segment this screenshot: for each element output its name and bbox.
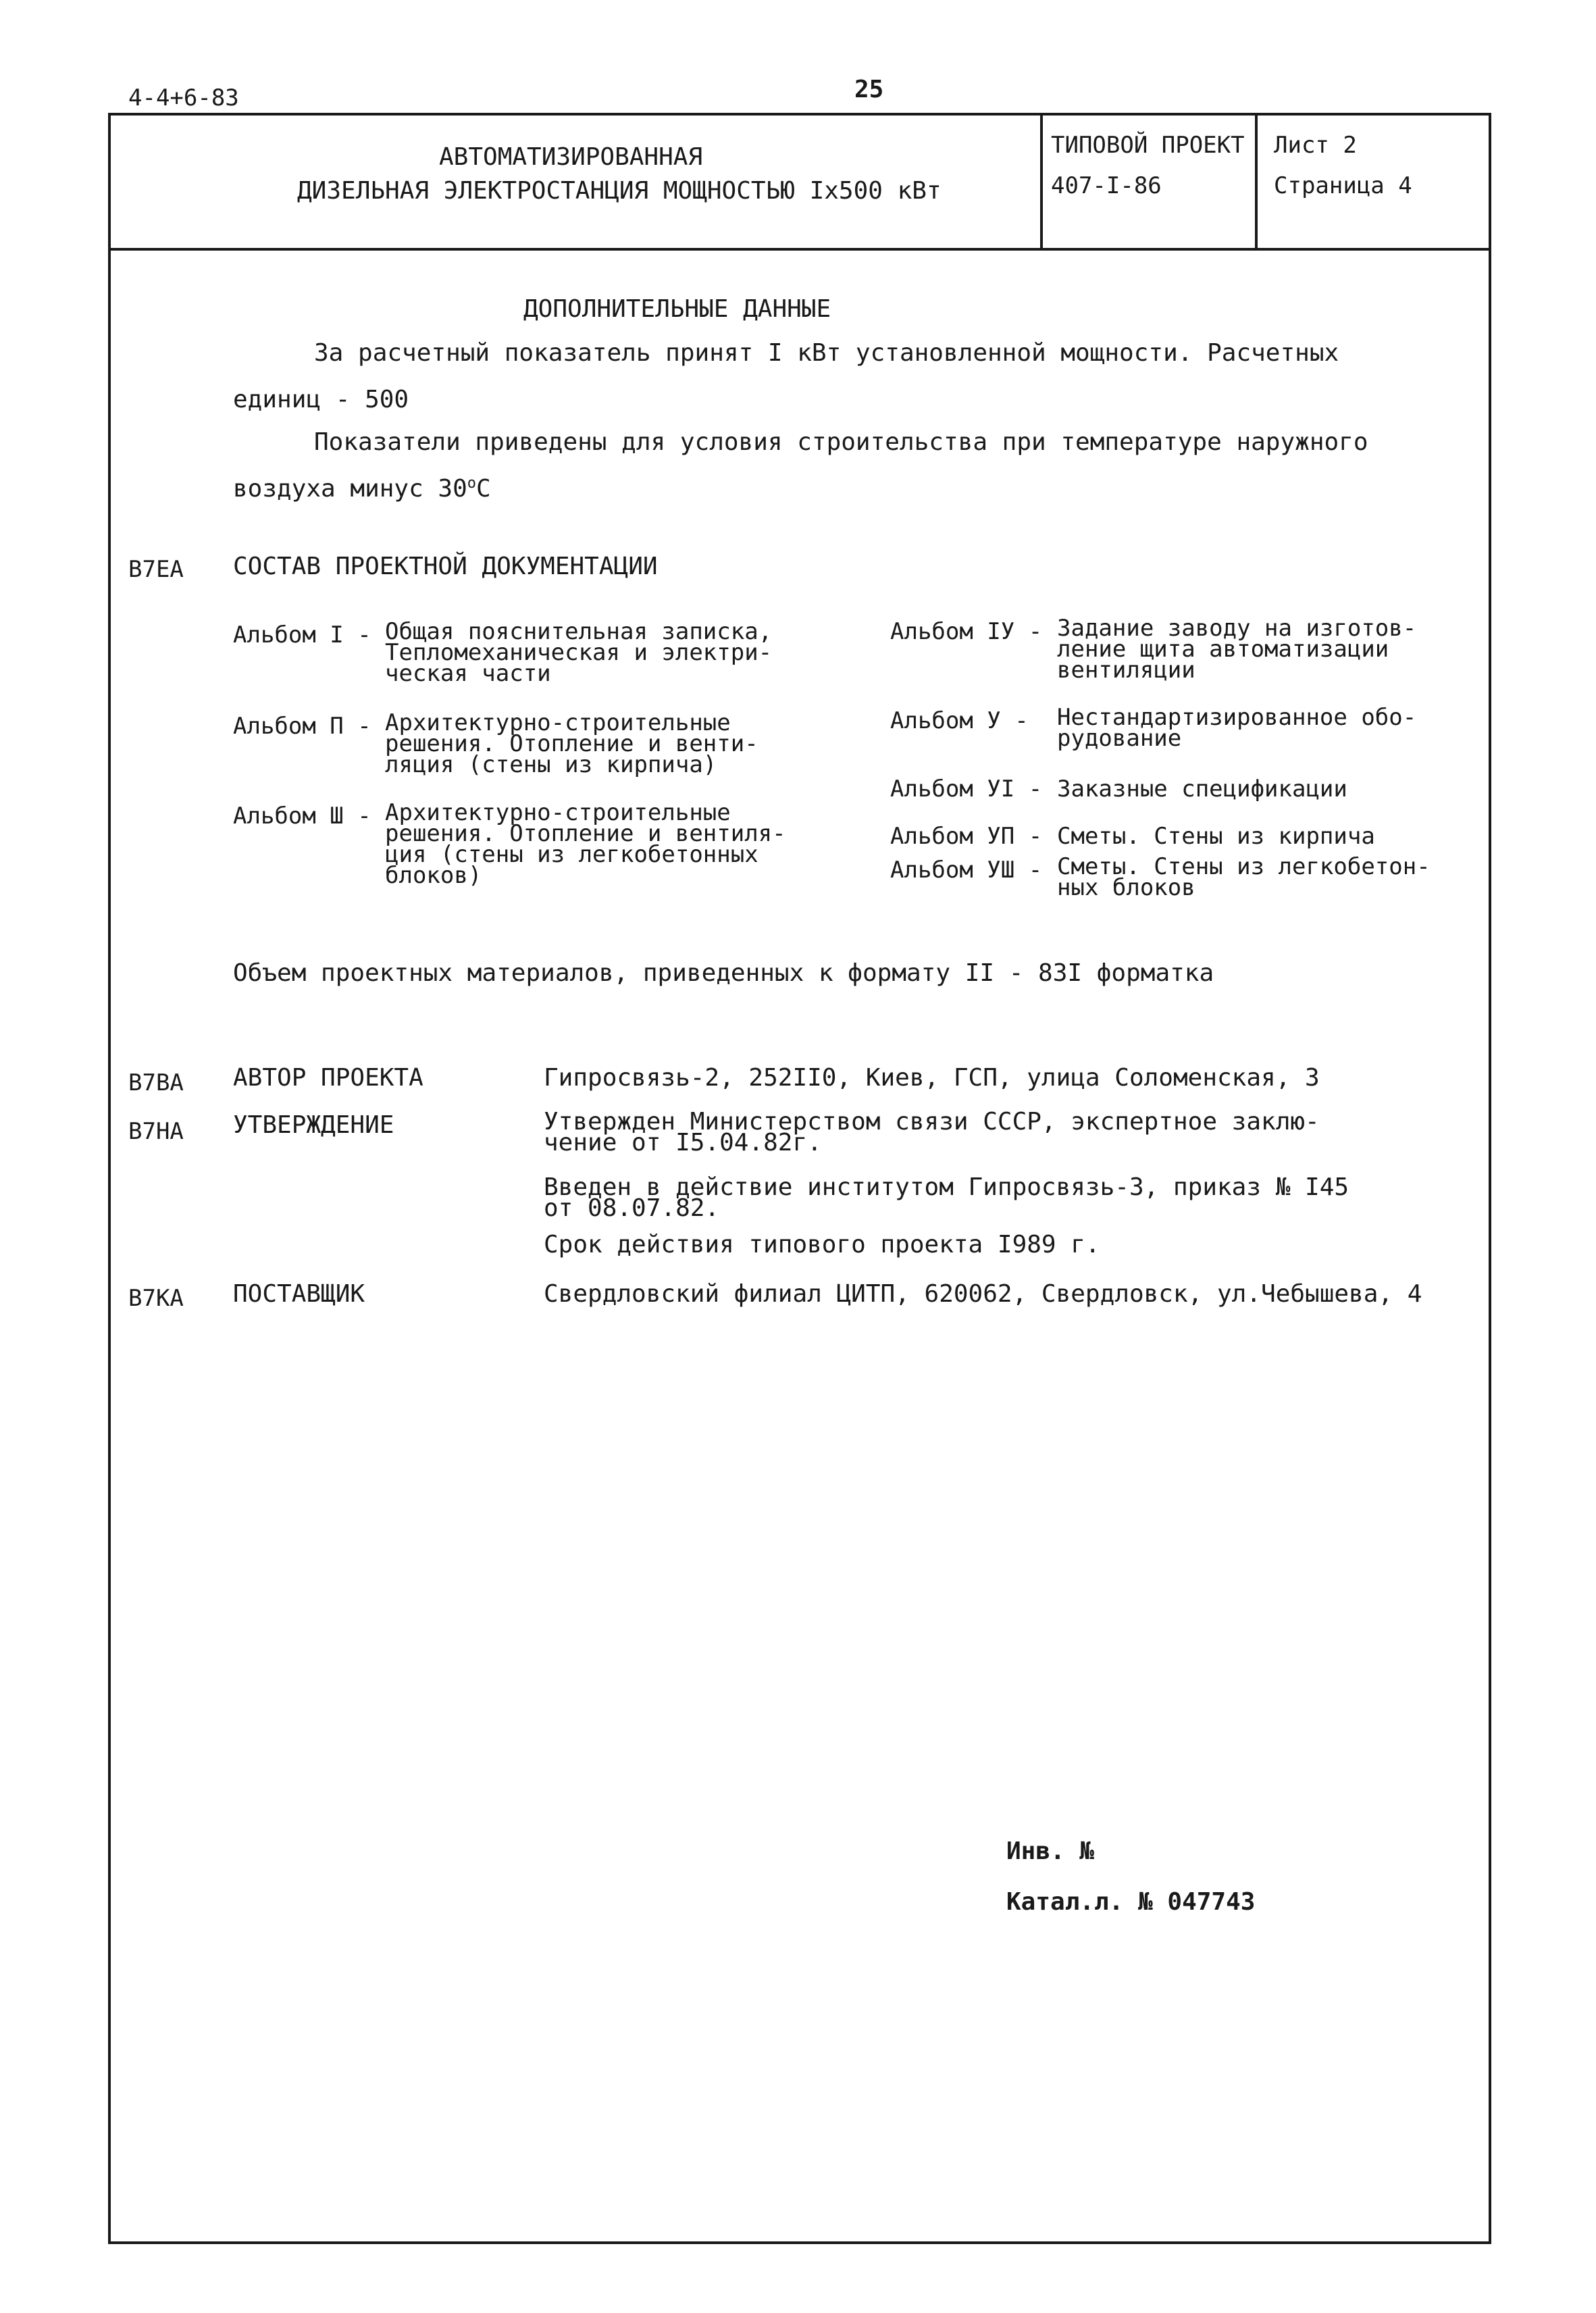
composition-code: В7ЕА [128, 556, 184, 583]
project-label: ТИПОВОЙ ПРОЕКТ [1051, 132, 1245, 159]
album-8-label: Альбом УШ - [890, 857, 1043, 884]
supplier-label: ПОСТАВЩИК [233, 1280, 365, 1308]
degree-sign: о [467, 475, 477, 492]
album-1-line: Тепломеханическая и электри- [385, 639, 773, 666]
album-3-line: блоков) [385, 862, 482, 889]
document-code: 4-4+6-83 [128, 84, 239, 111]
album-3-line: Архитектурно-строительные [385, 799, 731, 826]
header-title-line1: АВТОМАТИЗИРОВАННАЯ [439, 143, 703, 171]
catalog-number: Катал.л. № 047743 [1006, 1888, 1256, 1916]
supplier-value: Свердловский филиал ЦИТП, 620062, Свердловск, ул.Чебышева, 4 [544, 1280, 1422, 1308]
approval-label: УТВЕРЖДЕНИЕ [233, 1111, 394, 1139]
author-value: Гипросвязь-2, 252II0, Киев, ГСП, улица Соломенская, 3 [544, 1064, 1320, 1092]
additional-para2-line2 [233, 475, 491, 503]
header-title-line2: ДИЗЕЛЬНАЯ ЭЛЕКТРОСТАНЦИЯ МОЩНОСТЬЮ Iх500 кВт [297, 177, 942, 205]
album-4-line: ление щита автоматизации [1057, 636, 1389, 663]
volume-line: Объем проектных материалов, приведенных к формату II - 83I форматка [233, 959, 1214, 987]
album-7-description: Сметы. Стены из кирпича [1057, 823, 1375, 850]
album-2-description [385, 709, 758, 778]
enactment-line: от 08.07.82. [544, 1194, 720, 1222]
sheet-number: Лист 2 [1274, 132, 1357, 159]
album-4-line: вентиляции [1057, 657, 1195, 684]
author-label: АВТОР ПРОЕКТА [233, 1064, 423, 1092]
album-5-label: Альбом У - [890, 707, 1029, 734]
album-2-line: Архитектурно-строительные [385, 709, 731, 736]
album-4-line: Задание заводу на изготов- [1057, 615, 1417, 642]
project-number: 407-I-86 [1051, 172, 1162, 199]
composition-heading: СОСТАВ ПРОЕКТНОЙ ДОКУМЕНТАЦИИ [233, 553, 658, 580]
additional-heading: ДОПОЛНИТЕЛЬНЫЕ ДАННЫЕ [523, 295, 831, 323]
album-2-label: Альбом П - [233, 713, 371, 740]
author-code: В7ВА [128, 1069, 184, 1096]
album-6-label: Альбом УI - [890, 776, 1043, 803]
approval-text [544, 1108, 1320, 1156]
album-2-line: решения. Отопление и венти- [385, 730, 758, 757]
header-vline-2 [1255, 113, 1258, 249]
approval-line: Утвержден Министерством связи СССР, экспертное заклю- [544, 1108, 1320, 1136]
album-3-label: Альбом Ш - [233, 803, 371, 830]
approval-line: чение от I5.04.82г. [544, 1129, 822, 1156]
album-8-line: ных блоков [1057, 874, 1195, 901]
album-1-description [385, 618, 773, 687]
album-5-line: Нестандартизированное обо- [1057, 704, 1417, 731]
album-8-line: Сметы. Стены из легкобетон- [1057, 853, 1431, 880]
page-label: Страница 4 [1274, 172, 1412, 199]
additional-para2-line1: Показатели приведены для условия строительства при температуре наружного [314, 428, 1368, 456]
album-1-label: Альбом I - [233, 621, 371, 649]
album-3-line: решения. Отопление и вентиля- [385, 820, 786, 847]
album-4-description [1057, 615, 1417, 684]
inventory-number: Инв. № [1006, 1837, 1095, 1865]
temperature-unit: С [476, 475, 491, 503]
album-8-description [1057, 853, 1431, 901]
header-divider [108, 248, 1491, 251]
album-1-line: ческая части [385, 660, 551, 687]
album-6-description: Заказные спецификации [1057, 776, 1347, 803]
enactment-line: Введен в действие институтом Гипросвязь-3, приказ № I45 [544, 1173, 1349, 1201]
album-1-line: Общая пояснительная записка, [385, 618, 773, 645]
header-vline-1 [1040, 113, 1043, 249]
album-7-label: Альбом УП - [890, 823, 1043, 850]
approval-code: В7НА [128, 1118, 184, 1145]
album-5-line: рудование [1057, 725, 1182, 752]
album-2-line: ляция (стены из кирпича) [385, 751, 717, 778]
album-4-label: Альбом IУ - [890, 618, 1043, 645]
validity-line: Срок действия типового проекта I989 г. [544, 1231, 1100, 1259]
page-number: 25 [854, 76, 884, 103]
album-3-line: ция (стены из легкобетонных [385, 841, 758, 868]
supplier-code: В7КА [128, 1285, 184, 1312]
additional-para1-line1: За расчетный показатель принят I кВт установленной мощности. Расчетных [314, 339, 1339, 367]
temperature-text: воздуха минус 30 [233, 475, 467, 503]
enactment-text [544, 1173, 1349, 1222]
album-3-description [385, 799, 786, 889]
additional-para1-line2: единиц - 500 [233, 386, 409, 413]
album-5-description [1057, 704, 1417, 752]
